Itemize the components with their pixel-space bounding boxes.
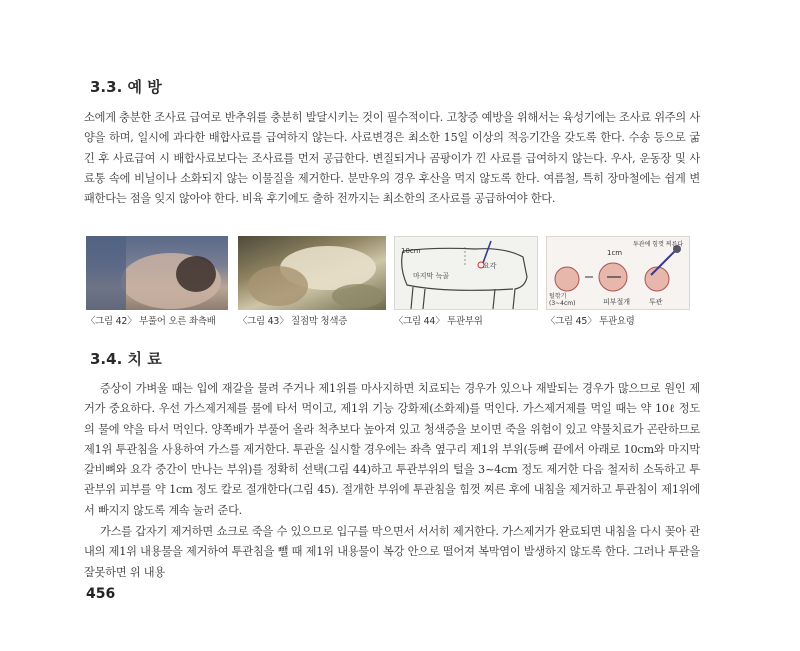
- page-number: 456: [86, 586, 116, 602]
- figure-44-label-last-rib: 마지막 늑골: [413, 272, 450, 280]
- figure-44-caption: 〈그림 44〉 투관부위: [394, 316, 483, 327]
- figure-45: [546, 236, 690, 327]
- figure-45-diagram: [546, 236, 690, 310]
- figure-44-label-10cm: 10cm: [401, 247, 421, 255]
- figure-45-label-1cm: 1cm: [607, 249, 623, 257]
- section-heading-prevention: 3.3. 예 방: [90, 78, 162, 96]
- figure-43: [238, 236, 386, 327]
- figure-44: [394, 236, 538, 327]
- figure-42-caption: 〈그림 42〉 부풀어 오른 좌측배: [86, 316, 216, 327]
- prevention-paragraph: 소에게 충분한 조사료 급여로 반추위를 충분히 발달시키는 것이 필수적이다. 고창증 예방을 위해서는 육성기에는 조사료 위주의 사양을 하며, 일시에 과다한 배합사료를 급여하지 않는다. 사료변경은 최소한 15일 이상의 적응기간을 갖도록 한다. 수송 등으로 굶긴 후 사료급여 시 배합사료보다는 조사료를 먼저 공급한다. 변질되거나 곰팡이가 낀 사료를 급여하지 않는다. 우사, 운동장 및 사료통 속에 비닐이나 소화되지 않는 이물질을 제거한다. 분만우의 경우 후산을 먹지 않도록 한다. 여름철, 특히 장마철에는 쉽게 변패한다는 점을 잊지 않아야 한다. 비육 후기에도 출하 전까지는 최소한의 조사료를 공급하여야 한다.: [84, 111, 700, 206]
- figure-43-caption: 〈그림 43〉 질점막 청색증: [238, 316, 348, 327]
- figure-44-diagram: [394, 236, 538, 310]
- treatment-paragraph-2: 가스를 갑자기 제거하면 쇼크로 죽을 수 있으므로 입구를 막으면서 서서히 제거한다. 가스제거가 완료되면 내침을 다시 꽂아 관내의 제1위 내용물을 제거하여 투관침을 뺄 때 제1위 내용물이 복강 안으로 떨어져 복막염이 발생하지 않도록 한다. 그러나 투관을 잘못하면 위 내용: [84, 525, 700, 579]
- figure-45-caption: 〈그림 45〉 투관요령: [546, 316, 635, 327]
- figure-45-label-trocar: 투관: [649, 298, 663, 306]
- figure-45-label-incision: 피부절개: [603, 298, 631, 306]
- figure-44-label-hip: 요각: [483, 262, 497, 270]
- figure-45-label-insert: 투관에 힘껏 찌른다: [633, 241, 684, 248]
- figure-42: [86, 236, 228, 327]
- figure-45-label-clipping: 털깎기 (3~4cm): [549, 293, 576, 307]
- section-heading-treatment: 3.4. 치 료: [90, 350, 162, 368]
- treatment-paragraph-1: 증상이 가벼울 때는 입에 재갈을 물려 주거나 제1위를 마사지하면 치료되는 경우가 있으나 재발되는 경우가 많으므로 원인 제거가 중요하다. 우선 가스제거제를 물에 타서 먹이고, 제1위 기능 강화제(소화제)를 먹인다. 가스제거제를 먹일 때는 약 10ℓ 정도의 물에 약을 타서 먹인다. 양쪽배가 부풀어 올라 척추보다 높아져 있고 청색증을 보이면 죽을 위험이 있고 약물치료가 곤란하므로 제1위 투관침을 사용하여 가스를 제거한다. 투관을 실시할 경우에는 좌측 옆구리 제1위 부위(등뼈 끝에서 아래로 10cm와 마지막 갈비뼈와 요각 중간이 만나는 부위)를 정확히 선택(그림 44)하고 투관부위의 털을 3~4cm 정도 제거한 다음 철저히 소독하고 투관부위 피부를 약 1cm 정도 칼로 절개한다(그림 45). 절개한 부위에 투관침을 힘껏 찌른 후에 내침을 제거하고 투관침이 제1위에서 빠지지 않도록 계속 눌러 준다.: [84, 382, 700, 517]
- figure-42-photo: [86, 236, 228, 310]
- figure-43-photo: [238, 236, 386, 310]
- vaginal-mucosa-photo: [238, 236, 386, 310]
- bloated-cow-photo: [86, 236, 228, 310]
